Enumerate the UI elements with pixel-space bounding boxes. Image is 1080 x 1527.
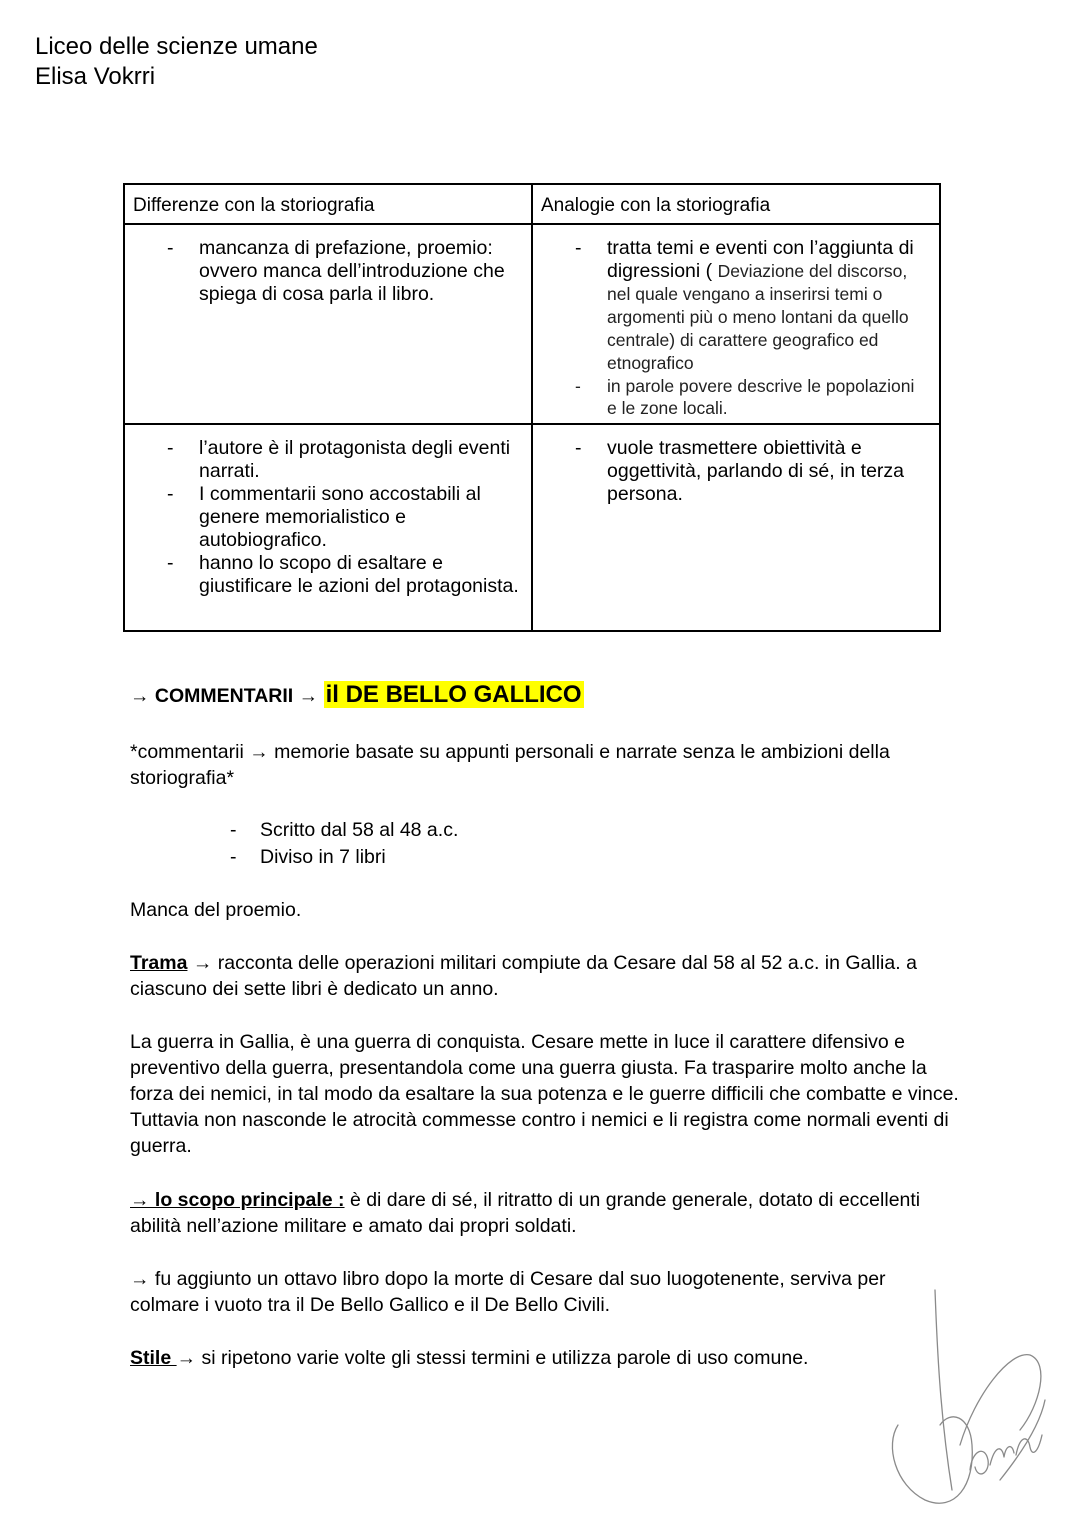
analogy-main-text: tratta temi e eventi con l’aggiunta di digressioni ( <box>607 237 914 282</box>
handwritten-signature-icon <box>880 1285 1060 1515</box>
author-name: Elisa Vokrri <box>35 63 156 90</box>
list-item: - I commentarii sono accostabili al genere memorialistico e autobiografico. <box>125 483 531 552</box>
section-title <box>130 682 960 709</box>
list-item: - mancanza di prefazione, proemio: ovvero manca dell’introduzione che spiega di cosa parla il libro. <box>125 237 531 306</box>
analogies-list <box>533 437 939 506</box>
document-header <box>35 32 318 92</box>
war-paragraph: La guerra in Gallia, è una guerra di conquista. Cesare mette in luce il carattere difensivo e preventivo della guerra, presentandola come una guerra giusta. Fa trasparire molto anche la forza dei nemici, in tal modo da esaltare la sua potenza e le guerre difficili che combatte e vince. Tuttavia non nasconde le atrocità commesse contro i nemici e li registra come normali eventi di guerra. <box>130 1031 959 1157</box>
style-label: Stile <box>130 1347 177 1369</box>
comparison-table <box>123 183 941 632</box>
list-item: - in parole povere descrive le popolazioni e le zone locali. <box>533 375 939 419</box>
table-row <box>124 424 940 631</box>
table-header-row <box>124 184 940 224</box>
list-item: - vuole trasmettere obiettività e oggettività, parlando di sé, in terza persona. <box>533 437 939 506</box>
header-analogies: Analogie con la storiografia <box>532 184 940 224</box>
purpose-label: → lo scopo principale : <box>130 1189 345 1211</box>
purpose-paragraph <box>130 1187 960 1239</box>
facts-list <box>230 817 930 871</box>
differences-list <box>125 237 531 306</box>
analogies-list <box>533 237 939 419</box>
analogy-note-text: Deviazione del discorso, nel quale vengano a inserirsi temi o argomenti più o meno lontani da quello centrale) di carattere geografico ed etnografico <box>607 261 909 373</box>
no-proem-paragraph: Manca del proemio. <box>130 899 302 921</box>
style-text: → si ripetono varie volte gli stessi termini e utilizza parole di uso comune. <box>176 1347 809 1369</box>
definition-paragraph: *commentarii → memorie basate su appunti personali e narrate senza le ambizioni della storiografia* <box>130 741 890 789</box>
table-cell-differences <box>124 224 532 424</box>
list-item: - Diviso in 7 libri <box>230 844 930 871</box>
list-item <box>533 237 939 375</box>
differences-list <box>125 437 531 598</box>
style-paragraph <box>130 1345 960 1371</box>
list-item: - hanno lo scopo di esaltare e giustificare le azioni del protagonista. <box>125 552 531 598</box>
table-cell-analogies <box>532 224 940 424</box>
section-title-prefix: → COMMENTARII → <box>130 685 319 707</box>
list-item: - l’autore è il protagonista degli eventi narrati. <box>125 437 531 483</box>
purpose-text: è di dare di sé, il ritratto di un grande generale, dotato di eccellenti abilità nell’azione militare e amato dai propri soldati. <box>130 1189 921 1237</box>
plot-label: Trama <box>130 952 188 974</box>
plot-text: → racconta delle operazioni militari compiute da Cesare dal 58 al 52 a.c. in Gallia. a ciascuno dei sette libri è dedicato un anno. <box>130 952 917 1000</box>
eighth-book-paragraph: → fu aggiunto un ottavo libro dopo la morte di Cesare dal suo luogotenente, serviva per colmare i vuoto tra il De Bello Gallico e il De Bello Civili. <box>130 1268 886 1316</box>
section-title-highlight: il DE BELLO GALLICO <box>325 681 582 708</box>
header-differences: Differenze con la storiografia <box>124 184 532 224</box>
list-item: - Scritto dal 58 al 48 a.c. <box>230 817 930 844</box>
table-cell-differences <box>124 424 532 631</box>
table-cell-analogies <box>532 424 940 631</box>
school-name: Liceo delle scienze umane <box>35 33 318 60</box>
table-row <box>124 224 940 424</box>
plot-paragraph <box>130 950 960 1002</box>
